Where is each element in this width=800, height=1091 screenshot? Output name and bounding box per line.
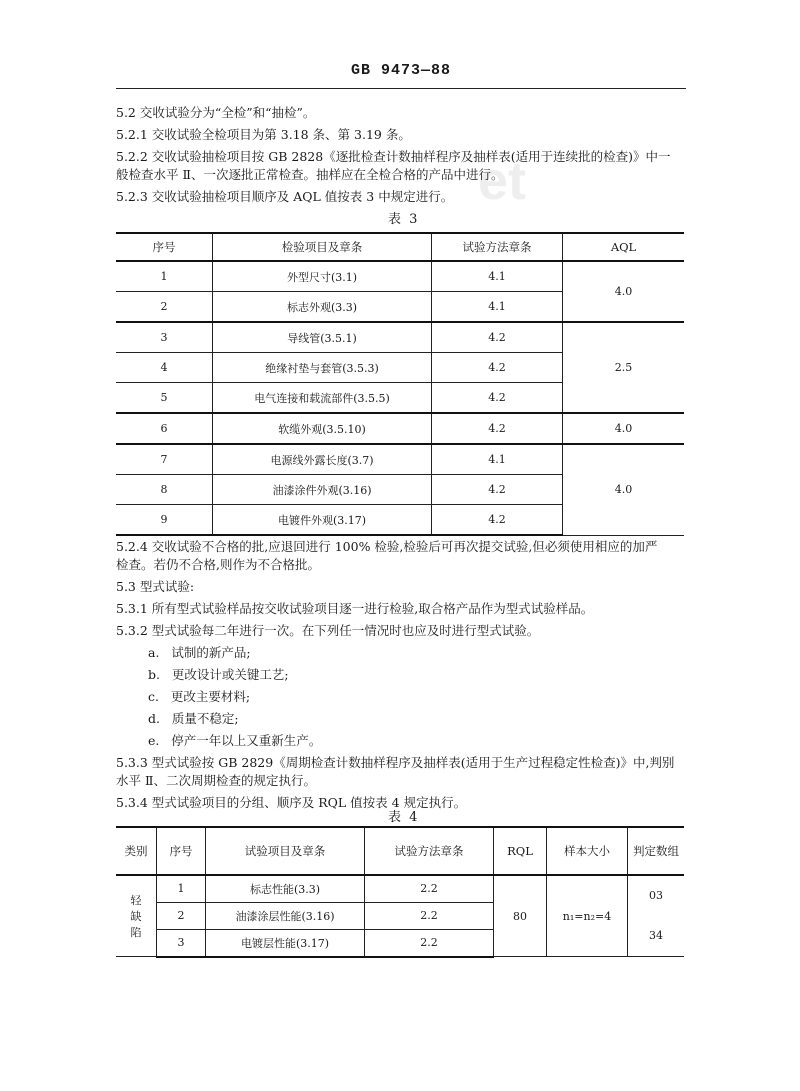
t3-item: 油漆涂件外观(3.16) (213, 475, 432, 505)
t4-header-rql: RQL (494, 827, 547, 875)
t3-no: 7 (116, 444, 213, 475)
clause-5-3-2: 5.3.2 型式试验每二年进行一次。在下列任一情况时也应及时进行型式试验。 (116, 623, 540, 638)
clause-5-2-4-cont: 检查。若仍不合格,则作为不合格批。 (116, 557, 320, 572)
list-label: e. (148, 733, 160, 748)
t3-no: 4 (116, 353, 213, 383)
t4-method: 2.2 (365, 929, 494, 956)
t3-item: 外型尺寸(3.1) (213, 261, 432, 292)
t3-no: 1 (116, 261, 213, 292)
standard-number-header: GB 9473—88 (350, 62, 451, 79)
watermark: et (478, 151, 527, 211)
clause-5-3-3: 5.3.3 型式试验按 GB 2829《周期检查计数抽样程序及抽样表(适用于生产过程稳定性检查)》中,判别 (116, 755, 675, 770)
t3-no: 2 (116, 292, 213, 323)
t4-judgement (628, 875, 685, 957)
t3-method: 4.2 (432, 353, 563, 383)
list-text: 停产一年以上又重新生产。 (171, 733, 322, 748)
t3-item: 电气连接和载流部件(3.5.5) (213, 383, 432, 414)
table4-caption: 表 4 (388, 810, 420, 825)
list-label: b. (148, 667, 160, 682)
table-4 (116, 826, 684, 958)
t3-method: 4.2 (432, 322, 563, 353)
list-text: 更改主要材料; (170, 689, 251, 704)
t3-no: 9 (116, 505, 213, 536)
t3-item: 电镀件外观(3.17) (213, 505, 432, 536)
list-text: 试制的新产品; (171, 645, 251, 660)
t4-item: 电镀层性能(3.17) (206, 929, 365, 956)
table-row (116, 875, 684, 902)
t4-header-sample: 样本大小 (547, 827, 628, 875)
t4-no: 2 (157, 902, 206, 929)
clause-5-3-1: 5.3.1 所有型式试验样品按交收试验项目逐一进行检验,取合格产品作为型式试验样品。 (116, 601, 594, 616)
t3-aql: 4.0 (563, 261, 685, 322)
t4-method: 2.2 (365, 875, 494, 902)
t4-header-judgement: 判定数组 (628, 827, 685, 875)
list-label: a. (148, 645, 160, 660)
t4-judgement-second: 34 (649, 929, 663, 942)
table-row (116, 261, 684, 292)
t3-method: 4.2 (432, 413, 563, 444)
clause-5-2: 5.2 交收试验分为“全检”和“抽检”。 (116, 105, 316, 120)
list-text: 更改设计或关键工艺; (171, 667, 289, 682)
clause-5-3-4: 5.3.4 型式试验项目的分组、顺序及 RQL 值按表 4 规定执行。 (116, 795, 467, 810)
list-label: d. (148, 711, 160, 726)
t3-header-method: 试验方法章条 (432, 233, 563, 261)
clause-5-2-4: 5.2.4 交收试验不合格的批,应退回进行 100% 检验,检验后可再次提交试验,但必须使用相应的加严 (116, 539, 658, 554)
list-item (148, 710, 732, 728)
t3-item: 电源线外露长度(3.7) (213, 444, 432, 475)
t3-method: 4.1 (432, 261, 563, 292)
clause-5-3-3-cont: 水平 Ⅱ、二次周期检查的规定执行。 (116, 773, 316, 788)
t3-no: 8 (116, 475, 213, 505)
t3-no: 5 (116, 383, 213, 414)
t4-header-item: 试验项目及章条 (206, 827, 365, 875)
list-item (148, 666, 732, 684)
list-text: 质量不稳定; (171, 711, 239, 726)
t4-no: 3 (157, 929, 206, 956)
list-item (148, 644, 732, 662)
t3-method: 4.2 (432, 383, 563, 414)
t3-aql: 4.0 (563, 413, 685, 444)
t4-header-category (116, 827, 157, 875)
t3-aql: 4.0 (563, 444, 685, 535)
t3-no: 3 (116, 322, 213, 353)
header-rule (116, 88, 686, 89)
t3-header-no: 序号 (116, 233, 213, 261)
t4-sample-size: n₁=n₂=4 (547, 875, 628, 957)
clause-5-3: 5.3 型式试验: (116, 579, 195, 594)
t3-method: 4.2 (432, 505, 563, 536)
clause-5-2-1: 5.2.1 交收试验全检项目为第 3.18 条、第 3.19 条。 (116, 127, 411, 142)
t3-header-item: 检验项目及章条 (213, 233, 432, 261)
t4-header-category-text: 类别 (124, 844, 148, 858)
t3-method: 4.1 (432, 292, 563, 323)
list-item (148, 688, 732, 706)
list-item (148, 732, 732, 750)
table-row (116, 444, 684, 475)
t4-no: 1 (157, 875, 206, 902)
t3-item: 软缆外观(3.5.10) (213, 413, 432, 444)
t4-header-method: 试验方法章条 (365, 827, 494, 875)
table3-caption: 表 3 (388, 212, 420, 227)
t4-judgement-first: 03 (649, 889, 663, 902)
table-3 (116, 232, 684, 536)
t3-header-aql: AQL (563, 233, 685, 261)
t3-no: 6 (116, 413, 213, 444)
clause-5-2-2: 5.2.2 交收试验抽检项目按 GB 2828《逐批检查计数抽样程序及抽样表(适用于连续批的检查)》中一 (116, 149, 671, 164)
clause-5-2-2-cont: 般检查水平 Ⅱ、一次逐批正常检查。抽样应在全检合格的产品中进行。 (116, 167, 504, 182)
table-row (116, 322, 684, 353)
t3-method: 4.1 (432, 444, 563, 475)
t3-method: 4.2 (432, 475, 563, 505)
t4-rql: 80 (494, 875, 547, 957)
t4-item: 标志性能(3.3) (206, 875, 365, 902)
table-row (116, 413, 684, 444)
t4-category: 轻缺陷 (116, 875, 157, 957)
t3-aql: 2.5 (563, 322, 685, 413)
t3-item: 标志外观(3.3) (213, 292, 432, 323)
t4-header-no: 序号 (157, 827, 206, 875)
t3-item: 导线管(3.5.1) (213, 322, 432, 353)
list-label: c. (148, 689, 159, 704)
t4-method: 2.2 (365, 902, 494, 929)
clause-5-2-3: 5.2.3 交收试验抽检项目顺序及 AQL 值按表 3 中规定进行。 (116, 189, 454, 204)
t3-item: 绝缘衬垫与套管(3.5.3) (213, 353, 432, 383)
t4-item: 油漆涂层性能(3.16) (206, 902, 365, 929)
